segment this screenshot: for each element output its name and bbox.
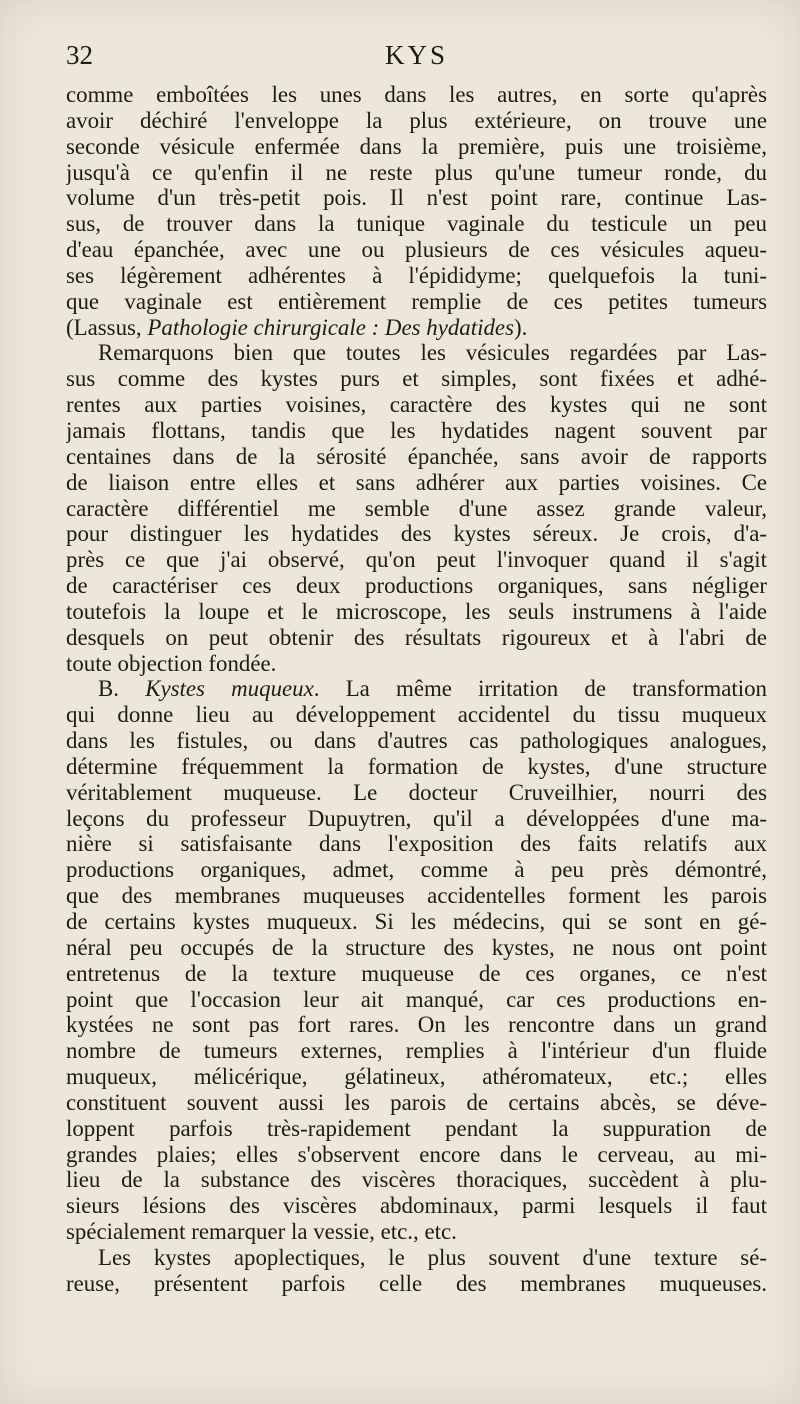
section-title: Kystes muqueux [145, 676, 314, 702]
text-line: lieu de la substance des viscères thoraciques, succèdent à plu- [66, 1167, 767, 1193]
text-line: kystées ne sont pas fort rares. On les rencontre dans un grand [66, 1012, 767, 1038]
text-line: de caractériser ces deux productions organiques, sans négliger [66, 573, 767, 599]
text-line: ses légèrement adhérentes à l'épididyme; quelquefois la tuni- [66, 262, 767, 288]
citation-title: Pathologie chirurgicale : Des hydatides [147, 314, 514, 340]
text-line: reuse, présentent parfois celle des membranes muqueuses. [66, 1270, 767, 1296]
text-line: d'eau épanchée, avec une ou plusieurs de ces vésicules aqueu- [66, 237, 767, 263]
section-rest: . La même irritation de transformation [313, 676, 767, 702]
text-line: jamais flottans, tandis que les hydatides nagent souvent par [66, 417, 767, 443]
text-line: sieurs lésions des viscères abdominaux, parmi lesquels il faut [66, 1193, 767, 1219]
text-line: toutefois la loupe et le microscope, les seuls instrumens à l'aide [66, 598, 767, 624]
text-line: grandes plaies; elles s'observent encore dans le cerveau, au mi- [66, 1141, 767, 1167]
text-line: comme emboîtées les unes dans les autres, en sorte qu'après [66, 82, 767, 107]
text-line: véritablement muqueuse. Le docteur Cruveilhier, nourri des [66, 779, 767, 805]
text-line: rentes aux parties voisines, caractère des kystes qui ne sont [66, 392, 767, 418]
body-text [66, 82, 767, 1297]
text-line: volume d'un très-petit pois. Il n'est point rare, continue Las- [66, 185, 767, 211]
text-line: qui donne lieu au développement accidentel du tissu muqueux [66, 702, 767, 728]
text-line: centaines dans de la sérosité épanchée, sans avoir de rapports [66, 443, 767, 469]
page-number: 32 [66, 40, 93, 70]
text-line: seconde vésicule enfermée dans la première, puis une troisième, [66, 133, 767, 159]
text-line: sus, de trouver dans la tunique vaginale du testicule un peu [66, 211, 767, 237]
text-line: que vaginale est entièrement remplie de ces petites tumeurs [66, 288, 767, 314]
text-line: de certains kystes muqueux. Si les médecins, qui se sont en gé- [66, 909, 767, 934]
text-line: néral peu occupés de la structure des kystes, ne nous ont point [66, 934, 767, 960]
text-line: sus comme des kystes purs et simples, sont fixées et adhé- [66, 366, 767, 392]
section-heading-line [66, 676, 767, 702]
text-line: productions organiques, admet, comme à peu près démontré, [66, 857, 767, 883]
text-line: spécialement remarquer la vessie, etc., etc. [66, 1219, 457, 1245]
text-line: dans les fistules, ou dans d'autres cas pathologiques analogues, [66, 728, 767, 754]
text-line: desquels on peut obtenir des résultats rigoureux et à l'abri de [66, 624, 767, 650]
text-line: que des membranes muqueuses accidentelles forment les parois [66, 883, 767, 909]
text-line: loppent parfois très-rapidement pendant la suppuration de [66, 1115, 767, 1141]
text-line: nière si satisfaisante dans l'exposition des faits relatifs aux [66, 831, 767, 857]
text-line: caractère différentiel me semble d'une assez grande valeur, [66, 495, 767, 521]
running-head: KYS [384, 40, 449, 70]
text-line: jusqu'à ce qu'enfin il ne reste plus qu'une tumeur ronde, du [66, 159, 767, 185]
citation-line [66, 315, 767, 341]
text-line: point que l'occasion leur ait manqué, car ces productions en- [66, 986, 767, 1012]
section-letter: B. [98, 676, 146, 702]
text-line: muqueux, mélicérique, gélatineux, athéromateux, etc.; elles [66, 1064, 767, 1090]
text-line: nombre de tumeurs externes, remplies à l'intérieur d'un fluide [66, 1038, 767, 1064]
text-line: pour distinguer les hydatides des kystes séreux. Je crois, d'a- [66, 521, 767, 547]
citation-open: (Lassus, [66, 314, 148, 340]
text-line: Remarquons bien que toutes les vésicules regardées par Las- [98, 340, 767, 366]
citation-close: ). [514, 314, 528, 340]
text-line: toute objection fondée. [66, 650, 277, 676]
text-line: constituent souvent aussi les parois de certains abcès, se déve- [66, 1089, 767, 1115]
text-line: entretenus de la texture muqueuse de ces organes, ce n'est [66, 960, 767, 986]
text-line: Les kystes apoplectiques, le plus souvent d'une texture sé- [98, 1244, 767, 1270]
page-header [66, 40, 767, 82]
text-line: de liaison entre elles et sans adhérer aux parties voisines. Ce [66, 469, 767, 495]
text-line: leçons du professeur Dupuytren, qu'il a développées d'une ma- [66, 805, 767, 831]
text-line: détermine fréquemment la formation de kystes, d'une structure [66, 753, 767, 779]
text-line: près ce que j'ai observé, qu'on peut l'invoquer quand il s'agit [66, 547, 767, 573]
text-line: avoir déchiré l'enveloppe la plus extérieure, on trouve une [66, 107, 767, 133]
